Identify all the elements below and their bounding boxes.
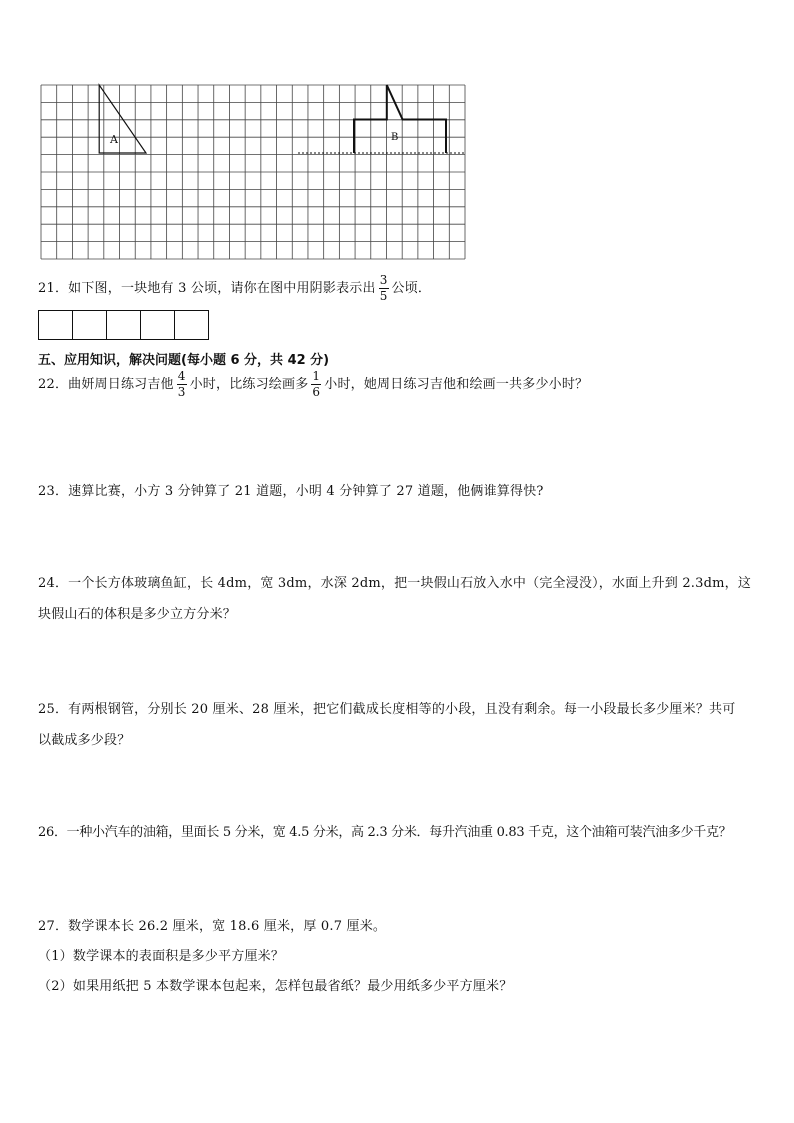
question-21-fraction: $\frac{3}{5}$ [379,273,388,303]
answer-box[interactable] [38,310,73,340]
question-21 [38,274,431,303]
question-23: 23．速算比赛，小方 3 分钟算了 21 道题，小明 4 分钟算了 27 道题，他俩谁算得快? [38,484,544,499]
question-27-sub-1: （1）数学课本的表面积是多少平方厘米？ [38,949,285,964]
question-24-line-1: 24．一个长方体玻璃鱼缸，长 4dm，宽 3dm，水深 2dm，把一块假山石放入水中（完全浸没），水面上升到 2.3dm，这 [38,576,752,591]
grid-lines [41,85,465,259]
shape-b-label: B [391,132,399,143]
answer-box[interactable] [106,310,141,340]
grid-figure [38,82,468,260]
shape-b [354,85,446,153]
question-27-sub-2: （2）如果用纸把 5 本数学课本包起来，怎样包最省纸？最少用纸多少平方厘米？ [38,979,513,994]
question-22-fraction-2: $\frac{1}{6}$ [312,369,321,399]
shape-a [99,85,146,153]
answer-box[interactable] [174,310,209,340]
question-26: 26．一种小汽车的油箱，里面长 5 分米，宽 4.5 分米，高 2.3 分米．每升汽油重 0.83 千克，这个油箱可装汽油多少千克？ [38,825,732,840]
section-5-title: 五、应用知识，解决问题(每小题 6 分，共 42 分) [38,353,330,368]
question-25-line-2: 以截成多少段？ [38,733,131,748]
answer-box[interactable] [72,310,107,340]
question-27: 27．数学课本长 26.2 厘米，宽 18.6 厘米，厚 0.7 厘米。 [38,919,387,934]
question-25-line-1: 25．有两根钢管，分别长 20 厘米、28 厘米，把它们截成长度相等的小段，且没有剩余。每一小段最长多少厘米？共可 [38,702,736,717]
answer-box-strip [38,310,209,340]
question-22-fraction-1: $\frac{4}{3}$ [177,369,186,399]
answer-box[interactable] [140,310,175,340]
question-24-line-2: 块假山石的体积是多少立方分米？ [38,607,237,622]
shape-a-label: A [110,133,118,146]
question-21-suffix: 公顷． [391,281,432,296]
question-22: 22．曲妍周日练习吉他 $\frac{4}{3}$ 小时，比练习绘画多 $\frac{1}{6}$ 小时，她周日练习吉他和绘画一共多少小时？ [38,369,589,399]
question-21-text: 21．如下图，一块地有 3 公顷，请你在图中用阴影表示出 [38,281,376,296]
